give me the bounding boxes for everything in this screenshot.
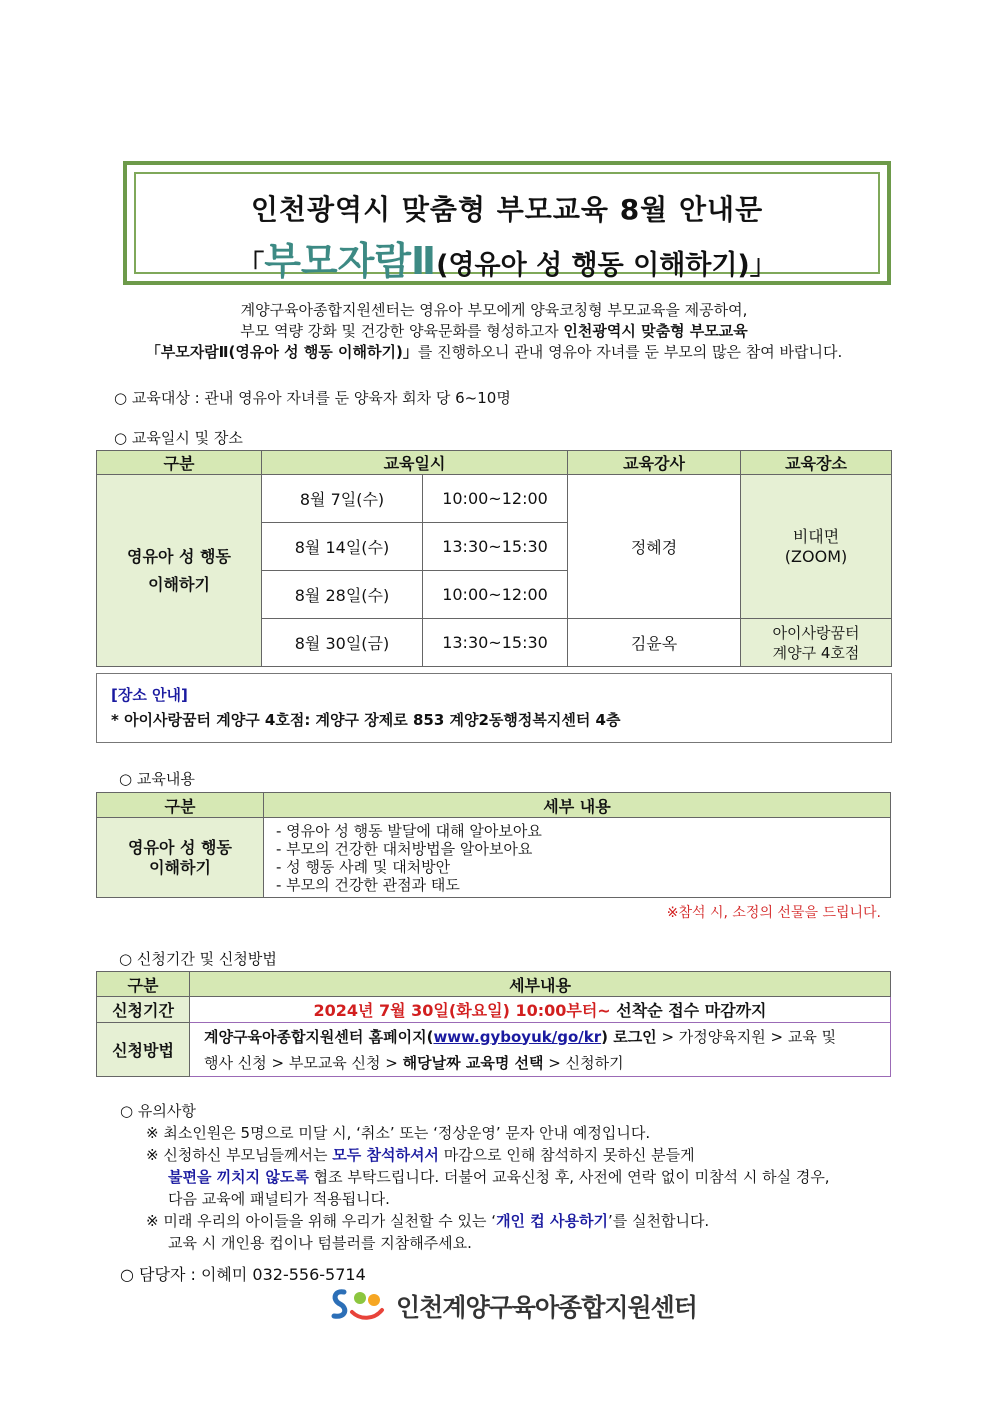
schedule-header-instructor: 교육강사 (568, 451, 741, 475)
note-2 (120, 1144, 940, 1166)
intro-line2-b: 인천광역시 맞춤형 부모교육 (563, 322, 748, 340)
intro-paragraph (96, 300, 892, 363)
instructor-2: 김윤옥 (568, 619, 741, 667)
note-1: ※ 최소인원은 5명으로 미달 시, ‘취소’ 또는 ‘정상운영’ 문자 안내 예정입니다. (146, 1124, 651, 1142)
content-header-detail: 세부 내용 (264, 793, 891, 818)
intro-line3-a: 「부모자람Ⅱ(영유아 성 행동 이해하기)」 (145, 343, 418, 361)
place-2: 아이사랑꿈터 계양구 4호점 (741, 619, 892, 667)
homepage-link[interactable]: www.gyboyuk/go/kr (433, 1027, 602, 1046)
note-2-a: ※ 신청하신 부모님들께서는 (146, 1146, 333, 1164)
content-detail-list (264, 818, 891, 898)
note-5-a: ※ 미래 우리의 아이들을 위해 우리가 실천할 수 있는 ‘ (146, 1212, 497, 1230)
apply-heading: ○ 신청기간 및 신청방법 (119, 950, 277, 968)
schedule-header-place: 교육장소 (741, 451, 892, 475)
intro-line1: 계양구육아종합지원센터는 영유아 부모에게 양육코칭형 부모교육을 제공하여, (240, 301, 748, 319)
schedule-heading: ○ 교육일시 및 장소 (114, 429, 243, 447)
table-row-date: 8월 7일(수) (262, 475, 423, 523)
table-row-time: 13:30~15:30 (423, 619, 568, 667)
method-a: 계양구육아종합지원센터 홈페이지( (204, 1027, 434, 1046)
apply-header-detail: 세부내용 (190, 972, 891, 997)
place-info-text: * 아이사랑꿈터 계양구 4호점: 계양구 장제로 853 계양2동행정복지센터 4층 (111, 711, 621, 729)
schedule-header-datetime: 교육일시 (262, 451, 568, 475)
period-tail: 선착순 접수 마감까지 (610, 1001, 767, 1020)
note-2-b: 모두 참석하셔서 (332, 1146, 439, 1164)
table-row-time: 13:30~15:30 (423, 523, 568, 571)
list-item: - 부모의 건강한 관점과 태도 (276, 875, 460, 894)
table-row-date: 8월 30일(금) (262, 619, 423, 667)
note-6: 교육 시 개인용 컵이나 텀블러를 지참해주세요. (168, 1234, 472, 1252)
method-e: 해당날짜 교육명 선택 (402, 1053, 544, 1072)
method-c: > 가정양육지원 > 교육 및 (656, 1027, 837, 1046)
table-row-date: 8월 14일(수) (262, 523, 423, 571)
instructor-1: 정혜경 (568, 475, 741, 619)
intro-line2 (96, 321, 892, 342)
intro-line2-a: 부모 역량 강화 및 건강한 양육문화를 형성하고자 (240, 322, 564, 340)
title-subtitle: (영유아 성 행동 이해하기)」 (436, 250, 777, 281)
program-name: 부모자람Ⅱ (264, 239, 437, 283)
content-header-category: 구분 (97, 793, 264, 818)
content-heading: ○ 교육내용 (119, 770, 195, 788)
intro-line3 (96, 342, 892, 363)
footer-logo-text: 인천계양구육아종합지원센터 (396, 1293, 697, 1322)
note-4: 다음 교육에 패널티가 적용됩니다. (168, 1190, 390, 1208)
method-f: > 신청하기 (543, 1053, 624, 1072)
note-2-c: 마감으로 인해 참석하지 못하신 분들게 (438, 1146, 695, 1164)
method-label: 신청방법 (97, 1023, 190, 1077)
footer-logo (330, 1284, 697, 1324)
method-d: 행사 신청 > 부모교육 신청 > (204, 1053, 403, 1072)
method-line2 (204, 1050, 890, 1076)
center-logo-icon (330, 1286, 392, 1324)
note-5 (120, 1210, 940, 1232)
note-3 (120, 1166, 940, 1188)
content-table (96, 792, 891, 898)
gift-note: ※참석 시, 소정의 선물을 드립니다. (666, 905, 881, 921)
note-5-c: ’를 실천합니다. (607, 1212, 710, 1230)
period-value: 2024년 7월 30일(화요일) 10:00부터~ (313, 1001, 611, 1020)
period-value-cell (190, 997, 891, 1023)
table-row-time: 10:00~12:00 (423, 571, 568, 619)
title-box (123, 161, 891, 285)
method-b: ) 로그인 (601, 1027, 657, 1046)
schedule-header-category: 구분 (97, 451, 262, 475)
note-3-a: 불편을 끼치지 않도록 (168, 1168, 309, 1186)
title-line2 (136, 230, 878, 285)
note-3-b: 협조 부탁드립니다. 더불어 교육신청 후, 사전에 연락 없이 미참석 시 하실 경우, (308, 1168, 830, 1186)
period-label: 신청기간 (97, 997, 190, 1023)
place-info-box (96, 673, 892, 743)
apply-table (96, 971, 891, 1077)
list-item: - 성 행동 사례 및 대처방안 (276, 857, 451, 876)
title-inner-border (134, 172, 880, 283)
table-row-time: 10:00~12:00 (423, 475, 568, 523)
target-line: ○ 교육대상 : 관내 영유아 자녀를 둔 양육자 회차 당 6~10명 (114, 389, 511, 407)
title-line1: 인천광역시 맞춤형 부모교육 8월 안내문 (250, 193, 764, 226)
intro-line3-b: 를 진행하오니 관내 영유아 자녀를 둔 부모의 많은 참여 바랍니다. (417, 343, 843, 361)
table-row-date: 8월 28일(수) (262, 571, 423, 619)
place-info-label: [장소 안내] (111, 686, 188, 704)
list-item: - 영유아 성 행동 발달에 대해 알아보아요 (276, 821, 542, 840)
method-value-cell (190, 1023, 891, 1077)
notes-section (120, 1100, 940, 1254)
notes-heading: ○ 유의사항 (120, 1102, 196, 1120)
title-open-bracket: 「 (237, 250, 265, 281)
contact-line: ○ 담당자 : 이혜미 032-556-5714 (120, 1265, 366, 1284)
schedule-category: 영유아 성 행동 이해하기 (97, 475, 262, 667)
note-5-b: 개인 컵 사용하기 (496, 1212, 608, 1230)
place-1: 비대면 (ZOOM) (741, 475, 892, 619)
apply-header-category: 구분 (97, 972, 190, 997)
method-line1 (204, 1024, 890, 1050)
content-category: 영유아 성 행동 이해하기 (97, 818, 264, 898)
schedule-table (96, 450, 892, 667)
list-item: - 부모의 건강한 대처방법을 알아보아요 (276, 839, 533, 858)
